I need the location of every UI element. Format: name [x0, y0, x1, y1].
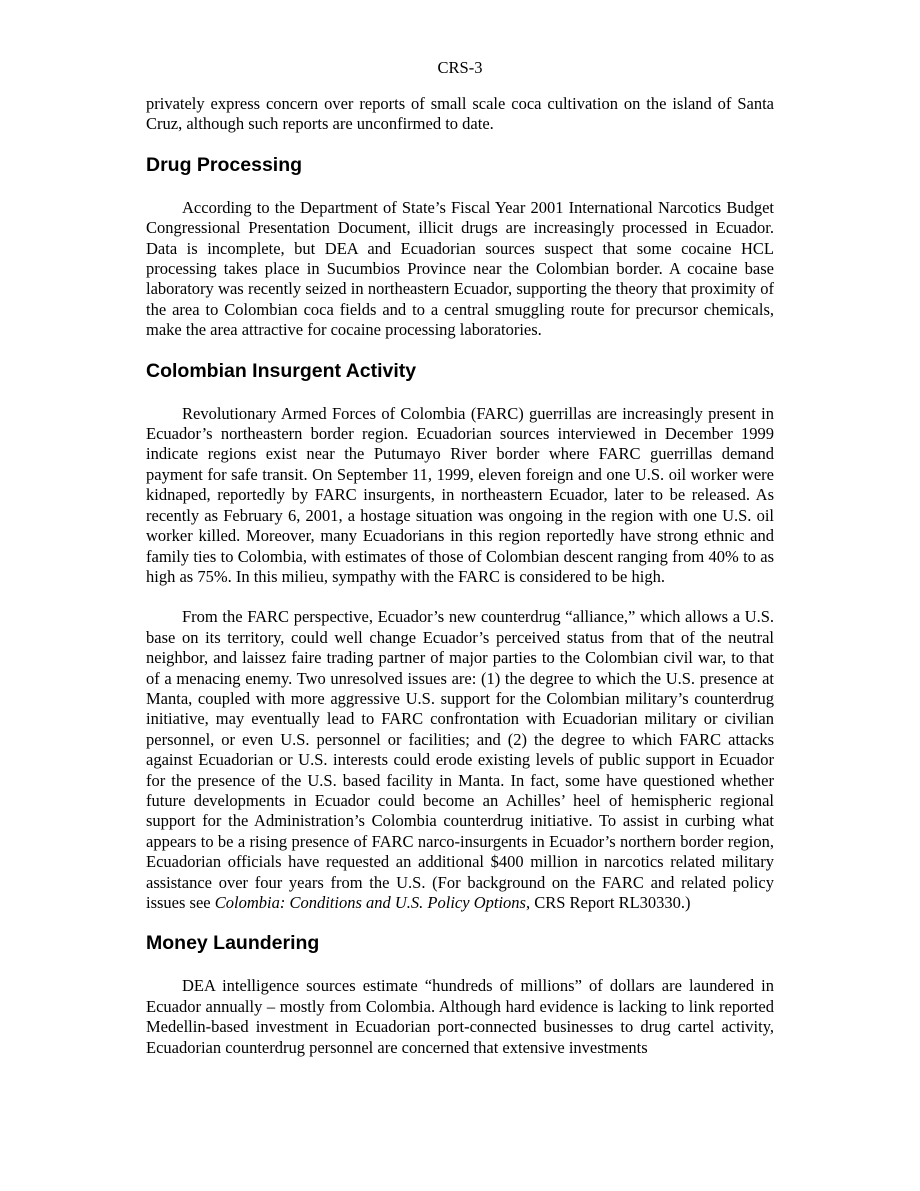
- insurgent-activity-paragraph-1: Revolutionary Armed Forces of Colombia (FARC) guerrillas are increasingly present in Ecuador’s northeastern border region. Ecuadorian sources interviewed in December 1999 indicate regions exist near the Putumayo River border where FARC guerrillas demand payment for safe transit. On September 11, 1999, eleven foreign and one U.S. oil worker were kidnaped, reportedly by FARC insurgents, in northeastern Ecuador, later to be released. As recently as February 6, 2001, a hostage situation was ongoing in the region with one U.S. oil worker killed. Moreover, many Ecuadorians in this region reportedly have strong ethnic and family ties to Colombia, with estimates of those of Colombian descent ranging from 40% to as high as 75%. In this milieu, sympathy with the FARC is considered to be high.: [146, 403, 774, 586]
- page-number: CRS-3: [437, 58, 483, 77]
- heading-drug-processing: Drug Processing: [146, 153, 303, 176]
- report-title-citation: Colombia: Conditions and U.S. Policy Options: [214, 893, 526, 912]
- heading-money-laundering: Money Laundering: [146, 932, 320, 955]
- heading-colombian-insurgent-activity: Colombian Insurgent Activity: [146, 359, 417, 382]
- drug-processing-paragraph: According to the Department of State’s Fiscal Year 2001 International Narcotics Budget Congressional Presentation Document, illicit drugs are increasingly processed in Ecuador. Data is incomplete, but DEA and Ecuadorian sources suspect that some cocaine HCL processing takes place in Sucumbios Province near the Colombian border. A cocaine base laboratory was recently seized in northeastern Ecuador, supporting the theory that proximity of the area to Colombian coca fields and to a central smuggling route for precursor chemicals, make the area attractive for cocaine processing laboratories.: [146, 197, 774, 340]
- report-citation-tail: , CRS Report RL30330.): [525, 893, 691, 912]
- money-laundering-paragraph: DEA intelligence sources estimate “hundreds of millions” of dollars are laundered in Ecuador annually – mostly from Colombia. Although hard evidence is lacking to link reported Medellin-based investment in Ecuadorian port-connected businesses to drug cartel activity, Ecuadorian counterdrug personnel are concerned that extensive investments: [146, 976, 774, 1057]
- document-page: [146, 0, 774, 1058]
- insurgent-activity-paragraph-2: [146, 607, 774, 913]
- insurgent-activity-paragraph-2-main: From the FARC perspective, Ecuador’s new counterdrug “alliance,” which allows a U.S. base on its territory, could well change Ecuador’s perceived status from that of the neutral neighbor, and laissez faire trading partner of major parties to the Colombian civil war, to that of a menacing enemy. Two unresolved issues are: (1) the degree to which the U.S. presence at Manta, coupled with more aggressive U.S. support for the Colombian military’s counterdrug initiative, may eventually lead to FARC confrontation with Ecuadorian military or civilian personnel, or even U.S. personnel or facilities; and (2) the degree to which FARC attacks against Ecuadorian or U.S. interests could erode existing levels of public support in Ecuador for the presence of the U.S. based facility in Manta. In fact, some have questioned whether future developments in Ecuador could become an Achilles’ heel of hemispheric regional support for the Administration’s Colombia counterdrug initiative. To assist in curbing what appears to be a rising presence of FARC narco-insurgents in Ecuador’s northern border region, Ecuadorian officials have requested an additional $400 million in narcotics related military assistance over four years from the U.S. (For background on the FARC and related policy issues see: [146, 607, 774, 912]
- intro-paragraph: privately express concern over reports of small scale coca cultivation on the island of Santa Cruz, although such reports are unconfirmed to date.: [146, 94, 774, 134]
